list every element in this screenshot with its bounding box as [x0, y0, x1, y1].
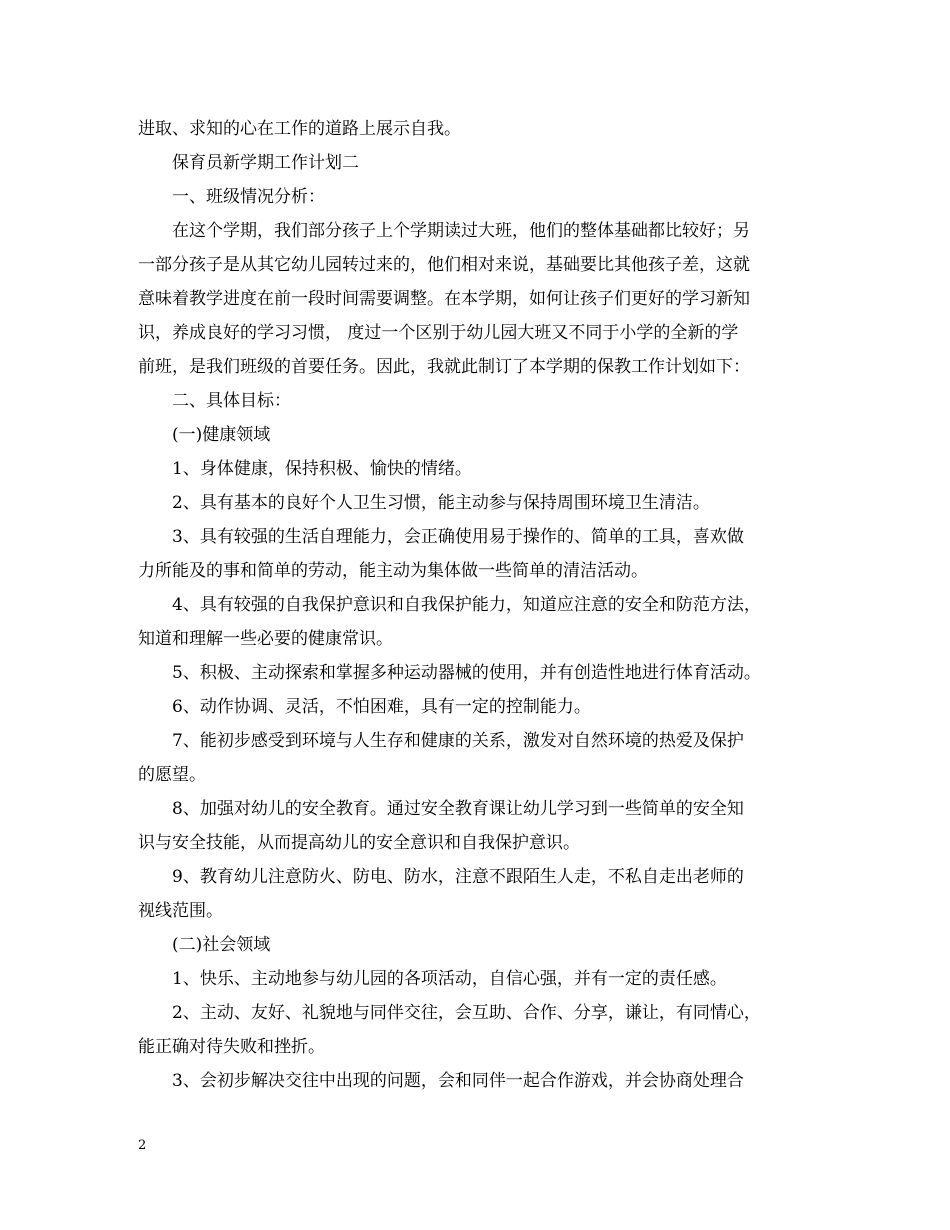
text-line: (一)健康领域: [172, 425, 271, 445]
page-number: 2: [138, 1138, 147, 1153]
text-line: 6、动作协调、灵活，不怕困难，具有一定的控制能力。: [172, 697, 591, 717]
text-line: 1、身体健康，保持积极、愉快的情绪。: [172, 459, 472, 479]
text-line: 识与安全技能，从而提高幼儿的安全意识和自我保护意识。: [138, 833, 580, 853]
text-line: 进取、求知的心在工作的道路上展示自我。: [138, 119, 461, 139]
text-line: 知道和理解一些必要的健康常识。: [138, 629, 393, 649]
text-line: 识，养成良好的学习习惯， 度过一个区别于幼儿园大班又不同于小学的全新的学: [138, 323, 739, 343]
text-line: 一、班级情况分析：: [172, 187, 325, 207]
text-line: 7、能初步感受到环境与人生存和健康的关系，激发对自然环境的热爱及保护: [172, 731, 744, 751]
text-line: 二、具体目标：: [172, 391, 291, 411]
document-body: [138, 112, 818, 1098]
text-line: 意味着教学进度在前一段时间需要调整。在本学期，如何让孩子们更好的学习新知: [138, 289, 750, 309]
text-line: 力所能及的事和简单的劳动，能主动为集体做一些简单的清洁活动。: [138, 561, 648, 581]
text-line: 能正确对待失败和挫折。: [138, 1037, 325, 1057]
text-line: 2、主动、友好、礼貌地与同伴交往，会互助、合作、分享，谦让，有同情心，: [172, 1003, 761, 1023]
text-line: 的愿望。: [138, 765, 206, 785]
text-line: 3、具有较强的生活自理能力，会正确使用易于操作的、简单的工具，喜欢做: [172, 527, 744, 547]
text-line: 2、具有基本的良好个人卫生习惯，能主动参与保持周围环境卫生清洁。: [172, 493, 710, 513]
text-line: 前班，是我们班级的首要任务。因此，我就此制订了本学期的保教工作计划如下：: [138, 357, 750, 377]
text-line: 9、教育幼儿注意防火、防电、防水，注意不跟陌生人走，不私自走出老师的: [172, 867, 744, 887]
text-line: 4、具有较强的自我保护意识和自我保护能力，知道应注意的安全和防范方法，: [172, 595, 761, 615]
text-line: (二)社会领域: [172, 935, 271, 955]
text-line: 1、快乐、主动地参与幼儿园的各项活动，自信心强，并有一定的责任感。: [172, 969, 727, 989]
text-line: 5、积极、主动探索和掌握多种运动器械的使用，并有创造性地进行体育活动。: [172, 663, 761, 683]
text-line: 3、会初步解决交往中出现的问题，会和同伴一起合作游戏，并会协商处理合: [172, 1071, 744, 1091]
text-line: 在这个学期，我们部分孩子上个学期读过大班，他们的整体基础都比较好；另: [172, 221, 750, 241]
text-line: 一部分孩子是从其它幼儿园转过来的，他们相对来说，基础要比其他孩子差，这就: [138, 255, 750, 275]
text-line: 视线范围。: [138, 901, 223, 921]
text-line: 8、加强对幼儿的安全教育。通过安全教育课让幼儿学习到一些简单的安全知: [172, 799, 744, 819]
text-line: 保育员新学期工作计划二: [172, 153, 359, 173]
